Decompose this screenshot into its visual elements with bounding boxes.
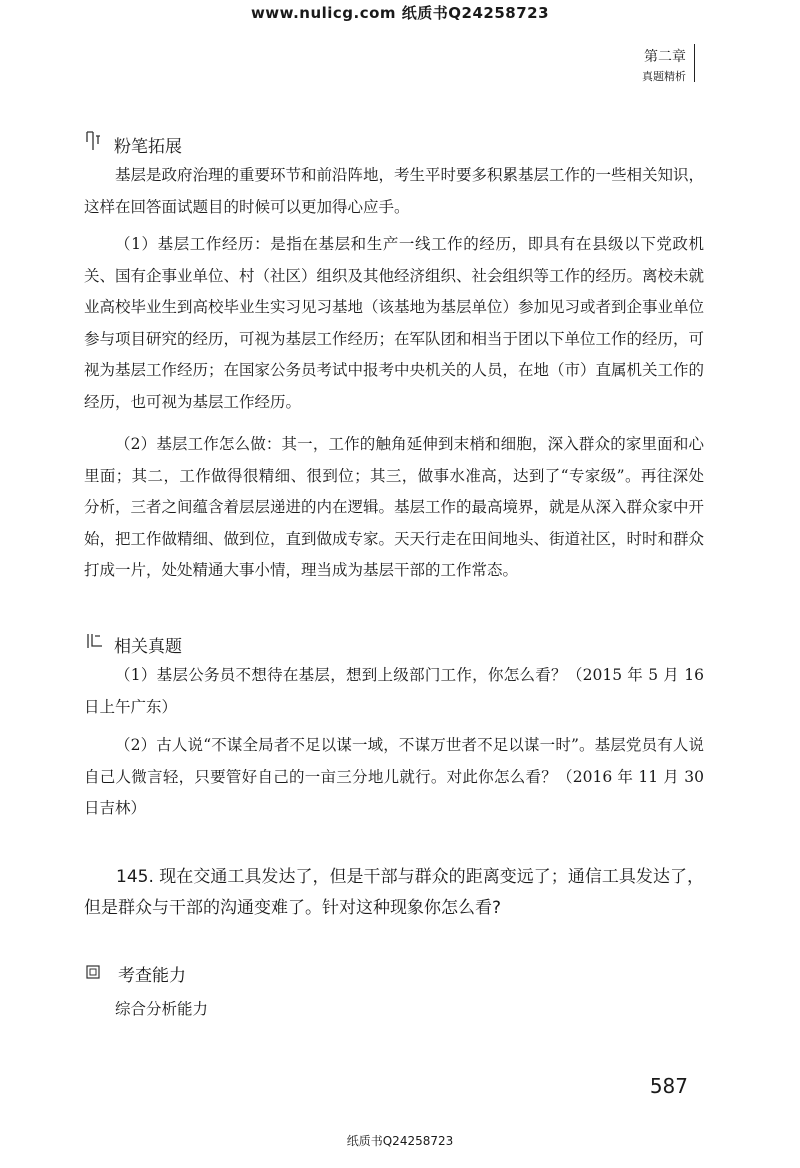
watermark-header: www.nulicg.com 纸质书Q24258723: [250, 4, 550, 22]
related-icon: [86, 632, 104, 656]
related-question-item: （1）基层公务员不想待在基层，想到上级部门工作，你怎么看？（2015 年 5 月 16 日上午广东）: [84, 666, 704, 716]
ability-content: 综合分析能力: [115, 1000, 209, 1018]
expansion-paragraph: （2）基层工作怎么做：其一，工作的触角延伸到末梢和细胞，深入群众的家里面和心里面；其二，工作做得很精细、很到位；其三，做事水准高，达到了“专家级”。再往深处分析，三者之间蕴含着层层递进的内在逻辑。基层工作的最高境界，就是从深入群众家中开始，把工作做精细、做到位，直到做成专家。天天行走在田间地头、街道社区，时时和群众打成一片，处处精通大事小情，理当成为基层干部的工作常态。: [84, 435, 705, 579]
expansion-icon: [84, 130, 102, 156]
lightbulb-icon: [84, 130, 102, 152]
page-number: 587: [649, 1074, 688, 1098]
chapter-divider: [694, 44, 695, 82]
related-heading: 相关真题: [114, 637, 182, 657]
ability-icon: [86, 964, 100, 983]
chapter-title: 第二章: [644, 49, 686, 65]
expansion-paragraph: 基层是政府治理的重要环节和前沿阵地，考生平时要多积累基层工作的一些相关知识，这样在回答面试题目的时候可以更加得心应手。: [84, 166, 705, 216]
chapter-subtitle: 真题精析: [642, 70, 686, 83]
book-icon: [86, 632, 104, 652]
ability-heading: 考查能力: [118, 966, 186, 986]
question-text: 145. 现在交通工具发达了，但是干部与群众的距离变远了；通信工具发达了，但是群众与干部的沟通变难了。针对这种现象你怎么看?: [84, 867, 704, 918]
related-question-item: （2）古人说“不谋全局者不足以谋一域，不谋万世者不足以谋一时”。基层党员有人说自己人微言轻，只要管好自己的一亩三分地儿就行。对此你怎么看？（2016 年 11 月 30 日吉林）: [84, 736, 704, 817]
expansion-heading: 粉笔拓展: [114, 137, 182, 157]
target-icon: [86, 965, 100, 979]
footer-watermark: 纸质书Q24258723: [346, 1134, 454, 1148]
expansion-paragraph: （1）基层工作经历：是指在基层和生产一线工作的经历，即具有在县级以下党政机关、国有企事业单位、村（社区）组织及其他经济组织、社会组织等工作的经历。离校未就业高校毕业生到高校毕业生实习见习基地（该基地为基层单位）参加见习或者到企事业单位参与项目研究的经历，可视为基层工作经历；在军队团和相当于团以下单位工作的经历，可视为基层工作经历；在国家公务员考试中报考中央机关的人员，在地（市）直属机关工作的经历，也可视为基层工作经历。: [84, 235, 705, 411]
